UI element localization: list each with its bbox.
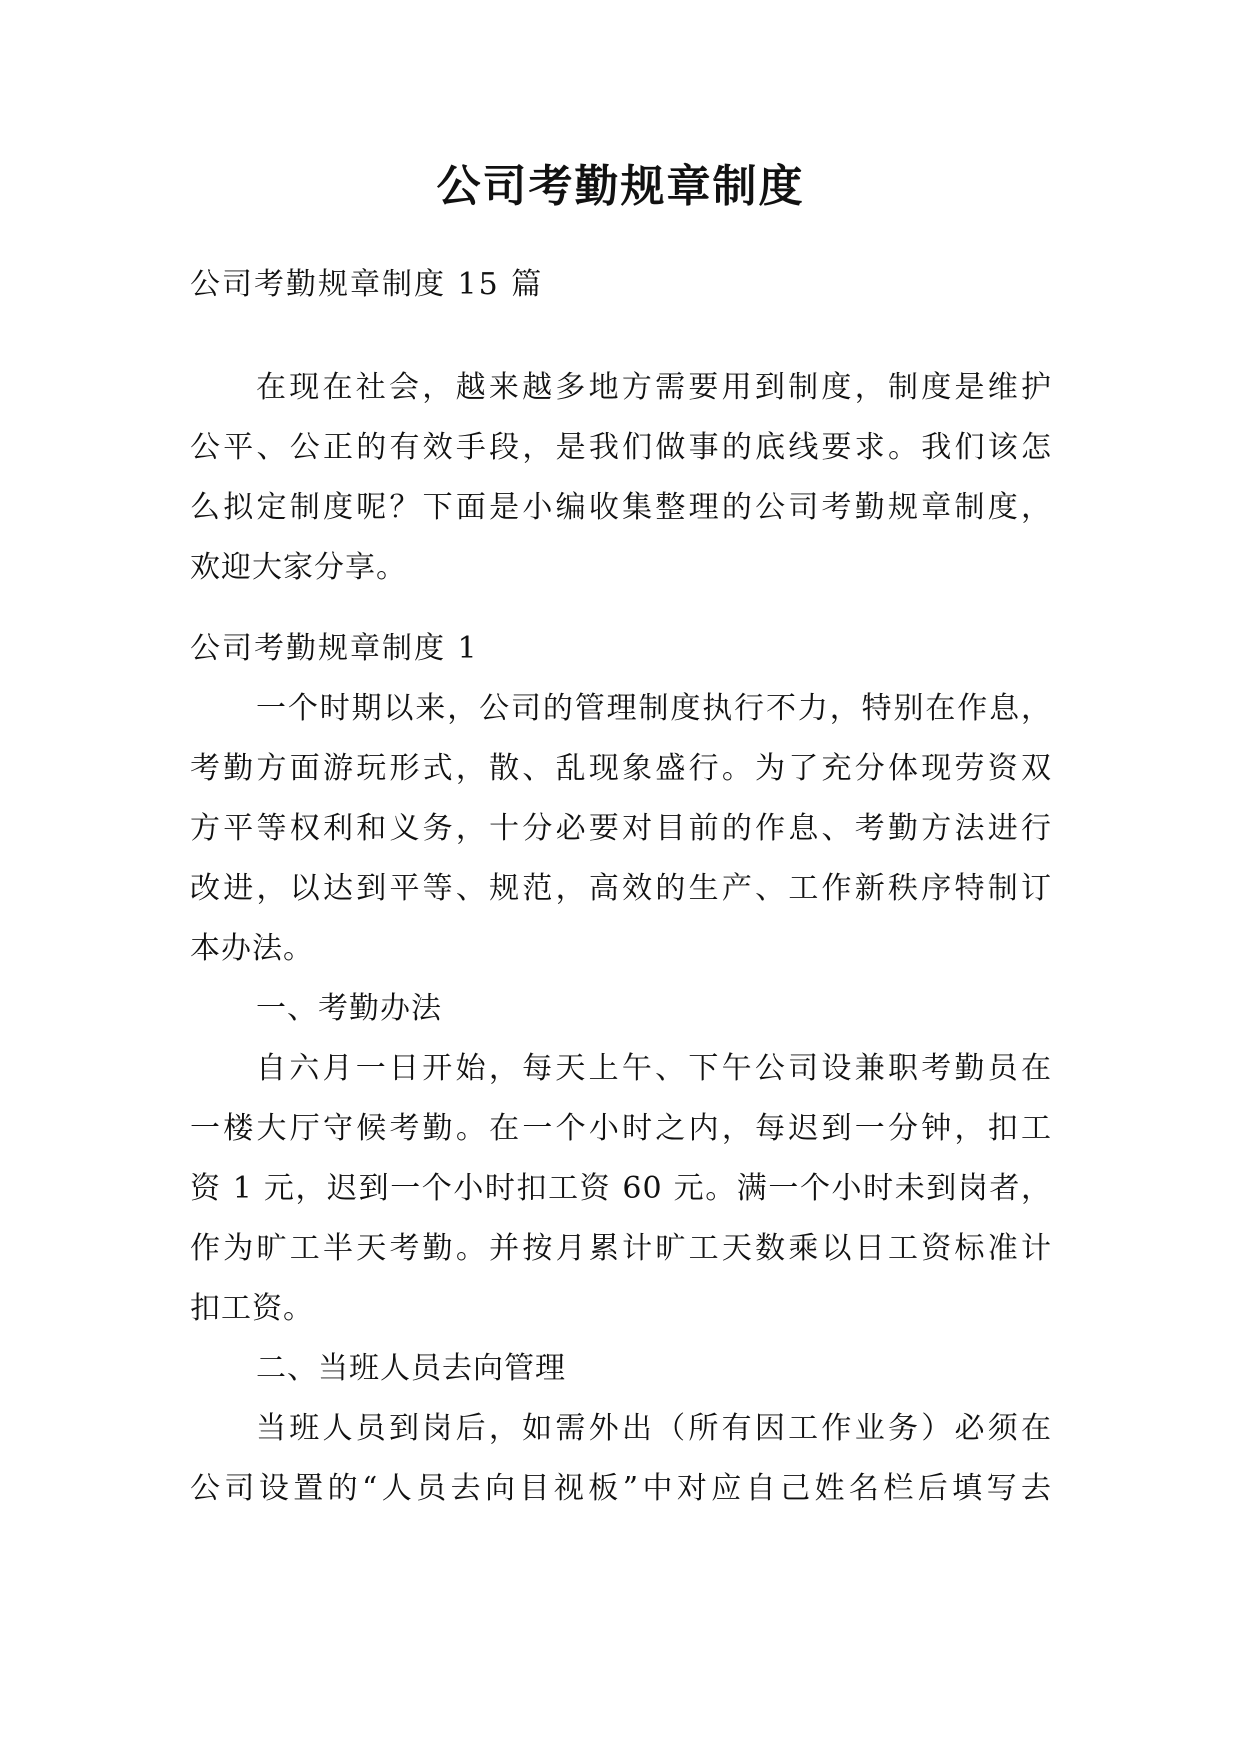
text-line: 资 1 元，迟到一个小时扣工资 60 元。满一个小时未到岗者， (190, 1171, 1052, 1206)
text-line: 方平等权利和义务，十分必要对目前的作息、考勤方法进行 (190, 811, 1052, 846)
text-line: 作为旷工半天考勤。并按月累计旷工天数乘以日工资标准计 (190, 1231, 1052, 1266)
text-line: 改进，以达到平等、规范，高效的生产、工作新秩序特制订 (190, 871, 1052, 906)
text-line: 欢迎大家分享。 (190, 550, 407, 585)
document-subtitle: 公司考勤规章制度 15 篇 (190, 267, 544, 302)
item-heading: 一、考勤办法 (256, 991, 442, 1026)
text-line: 本办法。 (190, 931, 314, 966)
text-line: 一个时期以来，公司的管理制度执行不力，特别在作息， (256, 691, 1052, 726)
text-line: 公司设置的“人员去向目视板”中对应自己姓名栏后填写去 (190, 1471, 1052, 1506)
intro-paragraph (190, 358, 1052, 598)
text-line: 公平、公正的有效手段，是我们做事的底线要求。我们该怎 (190, 430, 1052, 465)
text-line: 在现在社会，越来越多地方需要用到制度，制度是维护 (256, 370, 1052, 405)
text-line: 扣工资。 (190, 1291, 314, 1326)
text-line: 自六月一日开始，每天上午、下午公司设兼职考勤员在 (256, 1051, 1052, 1086)
document-title: 公司考勤规章制度 (436, 161, 805, 212)
section-heading: 公司考勤规章制度 1 (190, 631, 479, 666)
text-line: 么拟定制度呢？下面是小编收集整理的公司考勤规章制度， (190, 490, 1052, 525)
item-heading: 二、当班人员去向管理 (256, 1351, 566, 1386)
text-line: 考勤方面游玩形式，散、乱现象盛行。为了充分体现劳资双 (190, 751, 1052, 786)
section-1 (190, 619, 1052, 1519)
subtitle-block (190, 255, 1052, 315)
text-line: 一楼大厅守候考勤。在一个小时之内，每迟到一分钟，扣工 (190, 1111, 1052, 1146)
text-line: 当班人员到岗后，如需外出（所有因工作业务）必须在 (256, 1411, 1052, 1446)
